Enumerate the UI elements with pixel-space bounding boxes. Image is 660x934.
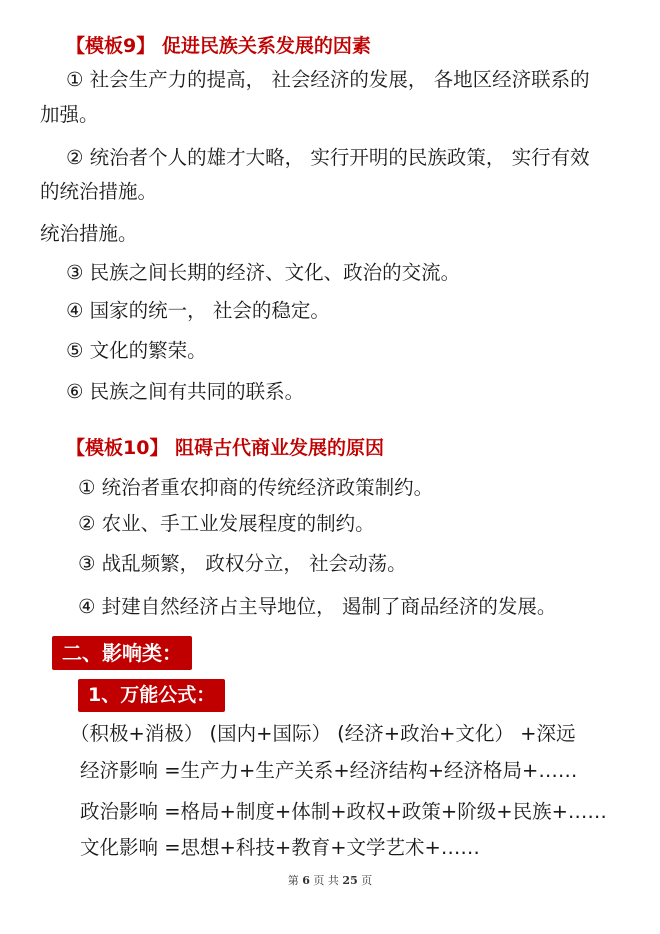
footer-suffix: 页 [361, 874, 373, 887]
formula-text: （积极+消极） (国内+国际） (经济+政治+文化） +深远 [70, 722, 576, 745]
footer-prefix: 第 [287, 874, 299, 887]
section9-item-1-line2: 加强。 [40, 103, 99, 126]
page-footer [0, 872, 660, 888]
section10-item-2: ② 农业、手工业发展程度的制约。 [78, 512, 375, 535]
political-impact-line: 政治影响 =格局+制度+体制+政权+政策+阶级+民族+…… [80, 800, 607, 823]
section10-item-1: ① 统治者重农抑商的传统经济政策制约。 [78, 476, 434, 499]
footer-middle: 页 共 [313, 874, 339, 887]
economic-impact-line: 经济影响 =生产力+生产关系+经济结构+经济格局+…… [80, 759, 578, 782]
section10-item-4: ④ 封建自然经济占主导地位， 遏制了商品经济的发展。 [78, 595, 557, 618]
section10-item-3: ③ 战乱频繁， 政权分立， 社会动荡。 [78, 552, 407, 575]
section9-title: 【模板9】 促进民族关系发展的因素 [66, 35, 371, 57]
formula-banner: 1、万能公式： [78, 679, 225, 712]
cultural-impact-line: 文化影响 =思想+科技+教育+文学艺术+…… [80, 836, 480, 859]
section9-item-3: ③ 民族之间长期的经济、文化、政治的交流。 [66, 261, 461, 284]
influence-banner: 二、影响类： [52, 636, 192, 670]
footer-page-number: 6 [302, 874, 310, 887]
section9-item-6: ⑥ 民族之间有共同的联系。 [66, 380, 305, 403]
section9-item-5: ⑤ 文化的繁荣。 [66, 339, 207, 362]
section9-standalone-text: 统治措施。 [40, 222, 138, 245]
section9-item-2-line2: 的统治措施。 [40, 180, 158, 203]
section10-title: 【模板10】 阻碍古代商业发展的原因 [66, 437, 385, 459]
section9-item-2-line1: ② 统治者个人的雄才大略， 实行开明的民族政策， 实行有效 [66, 146, 590, 169]
footer-total-pages: 25 [342, 874, 358, 887]
section9-item-1-line1: ① 社会生产力的提高， 社会经济的发展， 各地区经济联系的 [66, 68, 590, 91]
section9-item-4: ④ 国家的统一， 社会的稳定。 [66, 299, 330, 322]
